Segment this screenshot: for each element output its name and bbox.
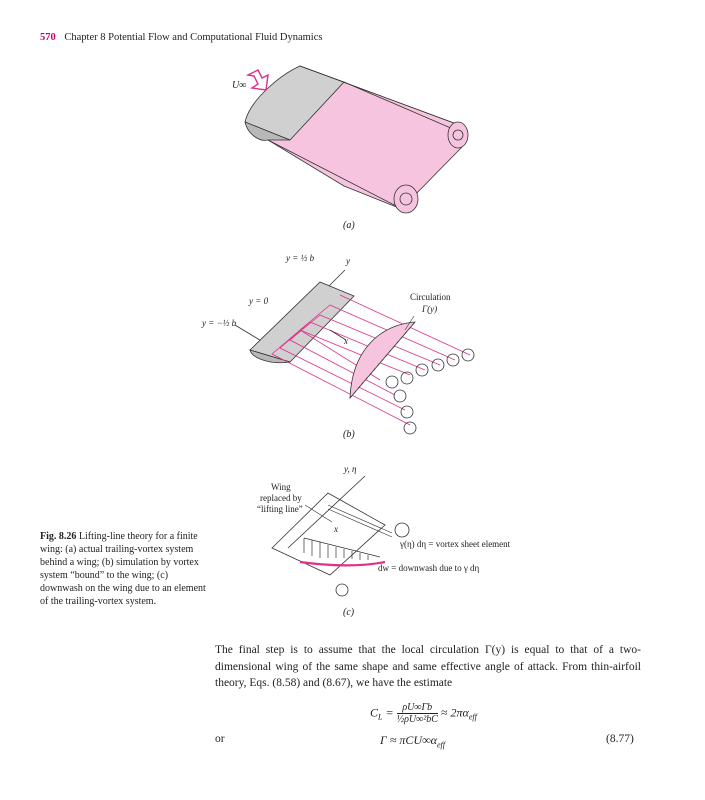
panel-a-label: (a) — [343, 220, 355, 231]
eq1-rhs: ≈ 2πα — [440, 705, 469, 720]
equation-circulation: $\Gamma \approx \pi CU\infty\alpha_{eff}$ — [380, 733, 445, 750]
y-eta-label: y, η — [344, 464, 357, 474]
wing-label-3: “lifting line” — [257, 504, 303, 514]
panel-c-label: (c) — [343, 607, 355, 618]
equation-number: (8.77) — [606, 733, 634, 745]
page-number: 570 — [40, 32, 56, 43]
x-axis-label-c: x — [334, 524, 338, 534]
y-neg-half-b-label: y = −½ b — [202, 318, 237, 328]
freestream-label: U∞ — [232, 80, 247, 91]
caption-text: Lifting-line theory for a finite wing: (a) actual trailing-vortex system behind a wing; (b) simulation by vortex system “bound” to the wing; (c) downwash on the wing due to an element of the trailing-vortex system. — [40, 531, 206, 607]
eq1-denominator: ½ρU∞²bC — [396, 714, 438, 725]
vortex-tube-right — [448, 122, 468, 148]
vortex-sheet-label: γ(η) dη = vortex sheet element — [400, 539, 511, 549]
downwash-label: dw = downwash due to γ dη — [378, 563, 480, 573]
wing-label-1: Wing — [271, 482, 291, 492]
body-paragraph: The final step is to assume that the local circulation Γ(y) is equal to that of a two-dimensional wing of the same shape and same effective angle of attack. From thin-airfoil theory, Eqs. (8.58) and (8.67), we have the estimate — [215, 644, 641, 689]
figure-number: Fig. 8.26 — [40, 531, 77, 542]
or-word: or — [215, 733, 225, 745]
equation-lift-coefficient: $C_L$ = $\frac{\rho U\infty\Gamma b}{\text{½ρU∞²bC}}$ ≈ $2\pi\alpha_{eff}$ — [370, 702, 477, 725]
circulation-label: Circulation — [410, 292, 451, 302]
figure-caption — [40, 530, 210, 608]
vortex-element-circle — [395, 523, 409, 537]
eq1-numerator: ρU∞Γb — [397, 702, 438, 714]
wing-b — [250, 282, 354, 362]
y-zero-label: y = 0 — [249, 296, 269, 306]
chapter-title: Chapter 8 Potential Flow and Computational Fluid Dynamics — [64, 32, 323, 43]
vortex-circles — [386, 349, 474, 434]
y-half-b-label: y = ½ b — [286, 253, 315, 263]
figure-c — [257, 464, 511, 618]
freestream-arrow — [248, 70, 268, 90]
x-axis-label-b: x — [344, 336, 348, 346]
vortex-tube-left — [394, 185, 418, 213]
downwash-arrows — [304, 538, 380, 560]
figure-a — [232, 66, 468, 231]
figure-b — [201, 253, 474, 440]
wing-label-2: replaced by — [260, 493, 302, 503]
gamma-y-label: Γ(y) — [422, 304, 438, 314]
y-axis-label-b: y — [346, 256, 350, 266]
panel-b-label: (b) — [343, 429, 355, 440]
